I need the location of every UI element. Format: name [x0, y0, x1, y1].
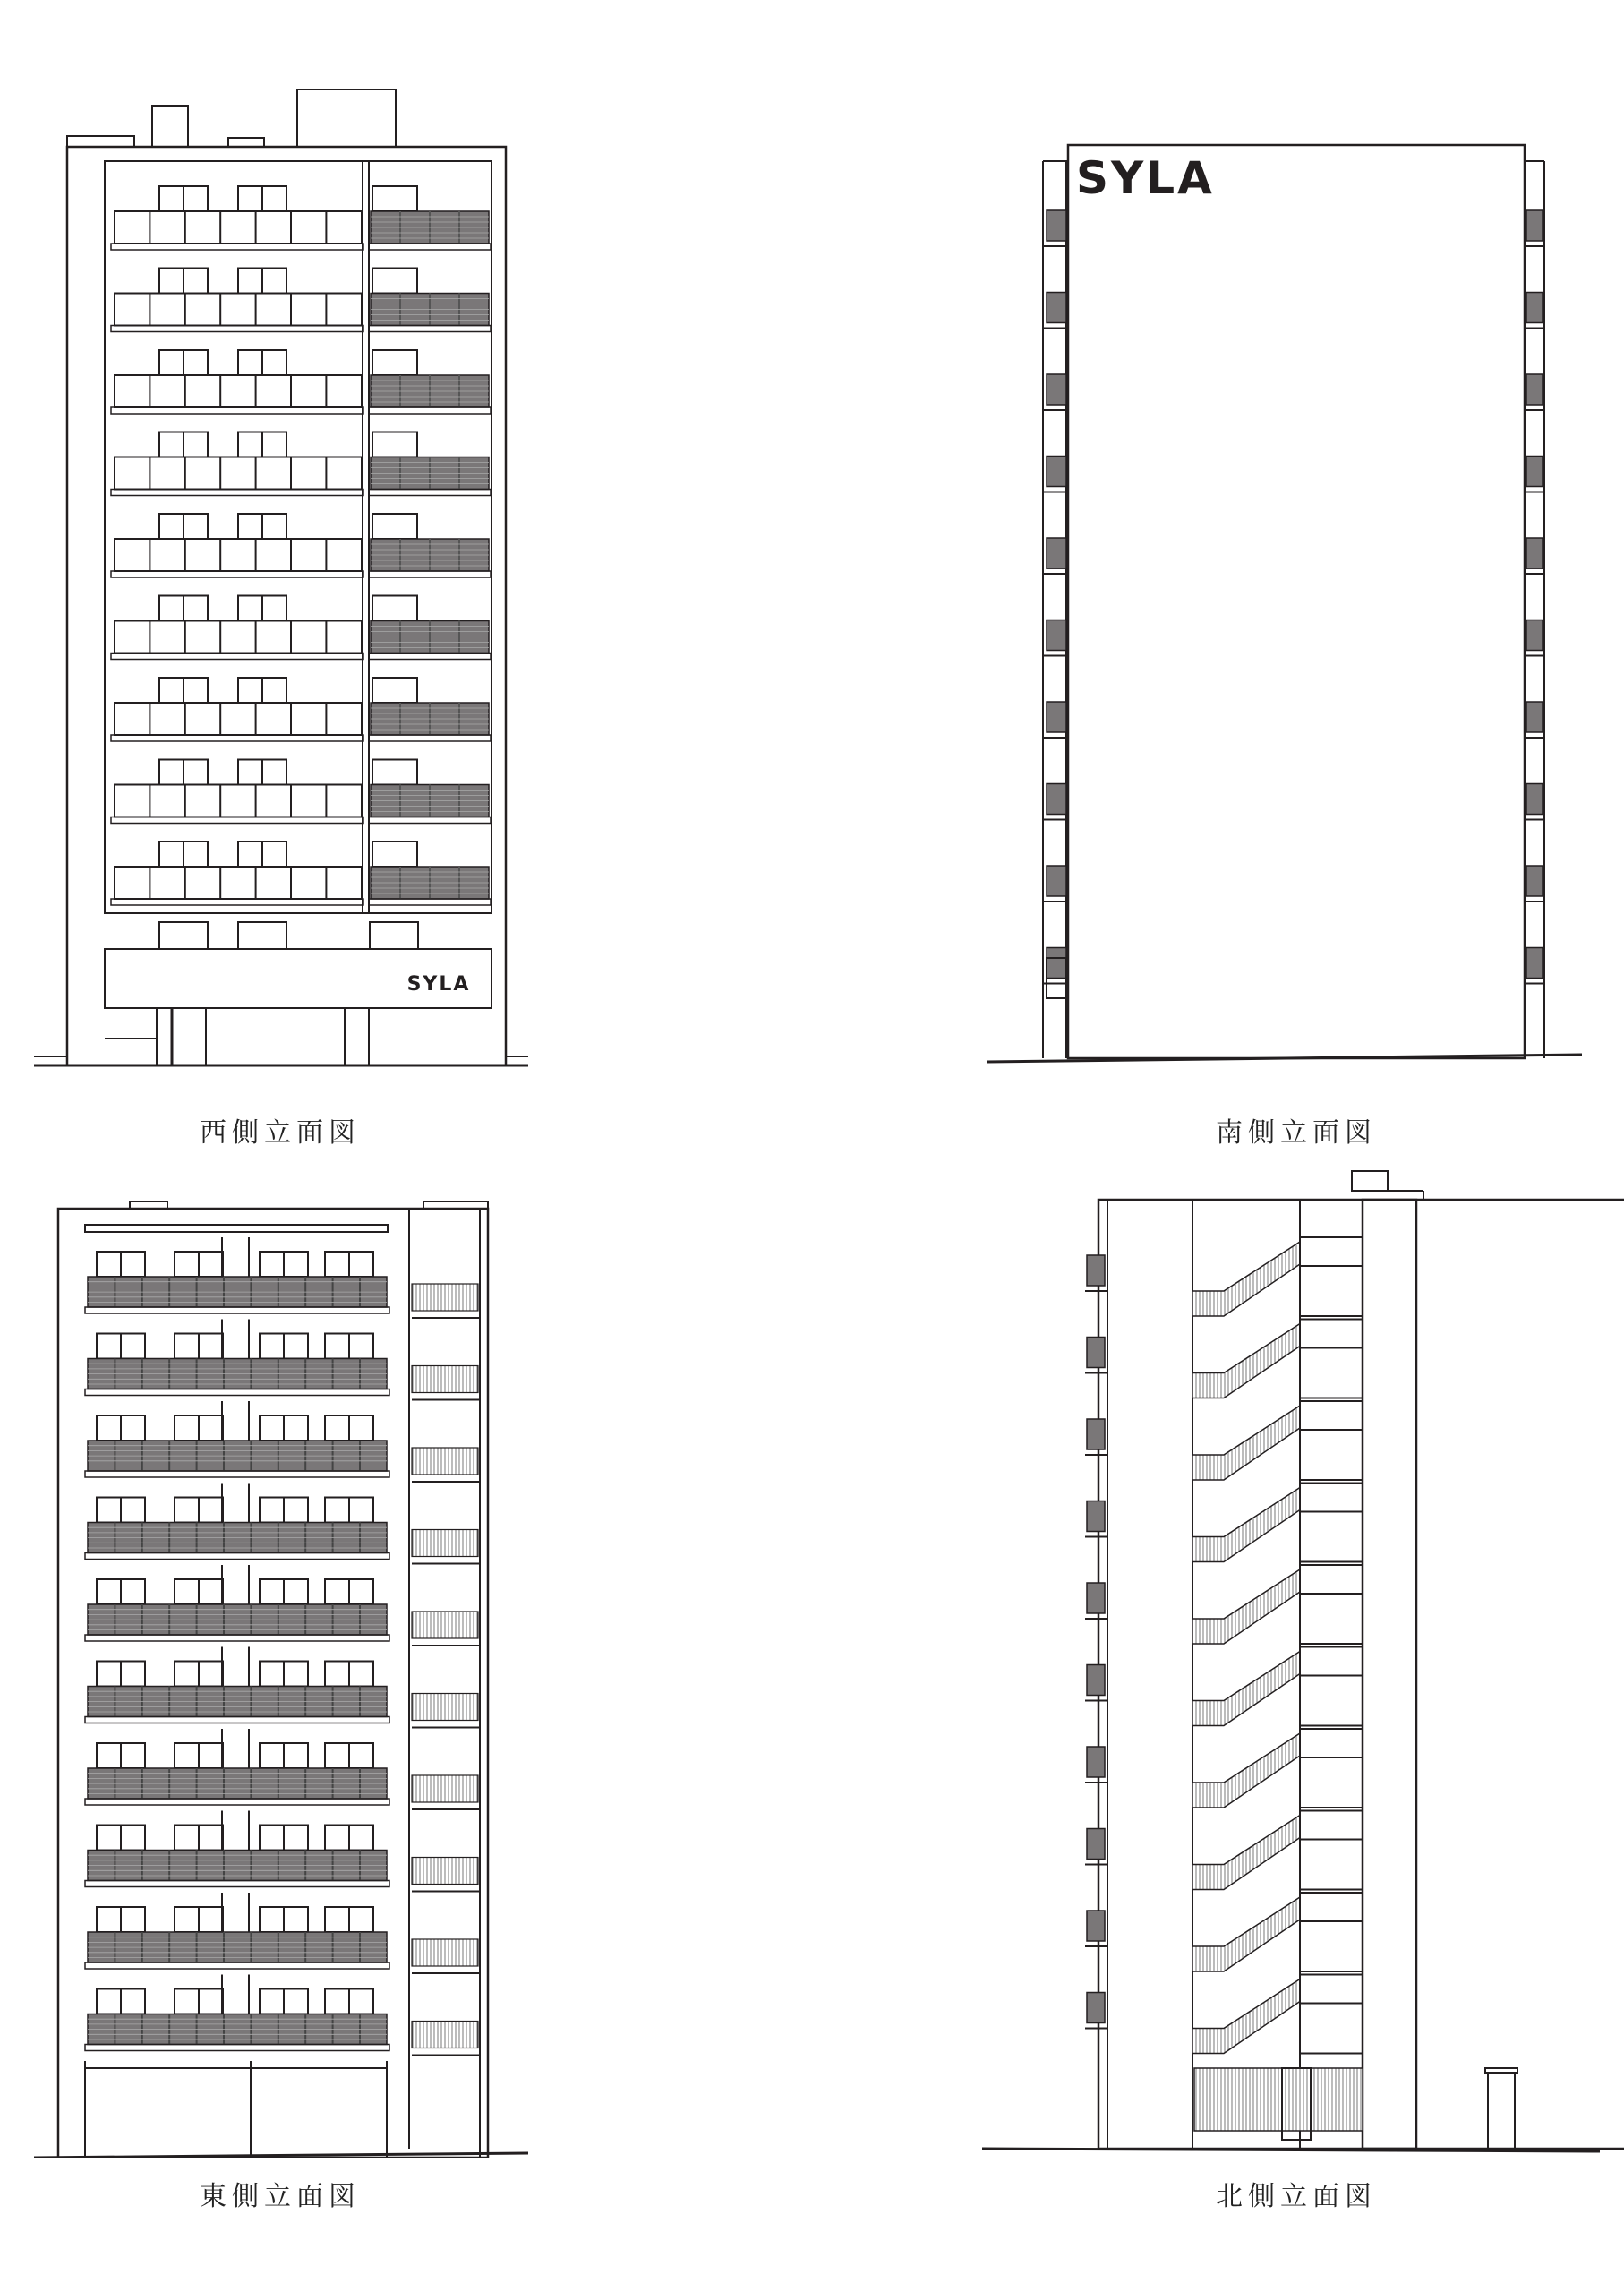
slab-edge	[85, 1471, 389, 1477]
stair-rail	[412, 1612, 478, 1638]
slab-edge	[111, 899, 363, 905]
slab-edge	[85, 1881, 389, 1887]
balcony-glass	[115, 703, 362, 735]
stair-rail	[412, 1366, 478, 1393]
window	[372, 432, 417, 457]
west-elevation-drawing	[0, 0, 812, 1101]
balcony-glass	[115, 211, 362, 244]
slab-edge	[85, 1635, 389, 1641]
slab-edge	[111, 244, 363, 250]
balcony-side-panel	[1526, 620, 1543, 651]
stair-rail	[412, 1284, 478, 1311]
balcony-side-panel	[1087, 1501, 1105, 1532]
balcony-side-panel	[1047, 538, 1066, 569]
slab-edge	[369, 326, 491, 332]
balcony-side-panel	[1047, 948, 1066, 979]
balcony-side-panel	[1087, 1747, 1105, 1777]
slab-edge	[111, 817, 363, 824]
stair-flight	[1192, 1569, 1300, 1644]
stair-flight	[1192, 1733, 1300, 1808]
balcony-glass	[115, 375, 362, 407]
window	[159, 922, 208, 949]
slab-edge	[111, 326, 363, 332]
slab-edge	[369, 407, 491, 414]
stair-flight	[1192, 1488, 1300, 1562]
landing-window	[1300, 1237, 1363, 1266]
landing-window	[1300, 1647, 1363, 1676]
stair-flight	[1192, 1242, 1300, 1316]
window	[372, 596, 417, 621]
balcony-side-panel	[1526, 866, 1543, 896]
balcony-side-panel	[1047, 620, 1066, 651]
stair-flight	[1192, 1979, 1300, 2054]
east-elevation-caption: 東側立面図	[200, 2181, 361, 2212]
door-canopy	[1485, 2068, 1517, 2073]
balcony-side-panel	[1526, 210, 1543, 241]
window	[372, 514, 417, 539]
stair-flight	[1192, 1324, 1300, 1398]
stair-rail	[412, 2022, 478, 2048]
balcony-side-panel	[1087, 1665, 1105, 1696]
slab-edge	[111, 407, 363, 414]
window	[372, 269, 417, 294]
stair-flight	[1192, 1406, 1300, 1480]
balcony-glass	[115, 294, 362, 326]
slab-edge	[85, 1553, 389, 1560]
balcony-side-panel	[1526, 784, 1543, 815]
roof-stair-house	[152, 106, 188, 147]
balcony-side-panel	[1087, 1829, 1105, 1860]
stair-flight	[1192, 1816, 1300, 1890]
window	[370, 922, 418, 949]
landing-window	[1300, 1484, 1363, 1512]
stair-rail-base	[1194, 2068, 1363, 2131]
balcony-side-panel	[1087, 1583, 1105, 1613]
slab-edge	[85, 1962, 389, 1969]
window	[372, 842, 417, 867]
service-door	[1488, 2073, 1515, 2149]
slab-edge	[369, 735, 491, 741]
west-sign-text: SYLA	[406, 973, 471, 996]
slab-edge	[369, 490, 491, 496]
window	[372, 760, 417, 785]
balcony-side-panel	[1047, 866, 1066, 896]
window	[372, 186, 417, 211]
balcony-side-panel	[1087, 1338, 1105, 1368]
building-outline	[1068, 145, 1525, 1058]
stair-rail	[412, 1694, 478, 1721]
slab-edge	[369, 899, 491, 905]
slab-edge	[369, 654, 491, 660]
slab-edge	[111, 654, 363, 660]
slab-edge	[85, 1799, 389, 1805]
roof-vent	[228, 138, 264, 147]
balcony-side-panel	[1047, 784, 1066, 815]
roof-stair-house	[1352, 1171, 1388, 1191]
stair-rail	[412, 1939, 478, 1966]
balcony-side-panel	[1047, 210, 1066, 241]
stair-flight	[1192, 1652, 1300, 1726]
stair-rail	[412, 1530, 478, 1557]
balcony-glass	[115, 867, 362, 899]
stair-flight	[1192, 1897, 1300, 1971]
balcony-side-panel	[1526, 374, 1543, 405]
balcony-side-panel	[1526, 702, 1543, 732]
slab-edge	[85, 1389, 389, 1396]
slab-edge	[85, 2045, 389, 2051]
entrance-door	[157, 1008, 206, 1065]
slab-edge	[111, 571, 363, 577]
balcony-side-panel	[1526, 948, 1543, 979]
balcony-side-panel	[1526, 457, 1543, 487]
roof-parapet	[67, 136, 134, 147]
south-elevation-caption: 南側立面図	[1216, 1117, 1377, 1149]
balcony-side-panel	[1047, 374, 1066, 405]
balcony-side-panel	[1526, 293, 1543, 323]
slab-edge	[369, 571, 491, 577]
south-elevation-drawing	[812, 0, 1624, 1101]
landing-window	[1300, 1893, 1363, 1921]
balcony-side-panel	[1047, 457, 1066, 487]
balcony-glass	[115, 621, 362, 654]
landing-window	[1300, 1320, 1363, 1348]
landing-window	[1300, 1729, 1363, 1757]
balcony-side-panel	[1087, 1911, 1105, 1941]
balcony-side-panel	[1047, 702, 1066, 732]
slab-edge	[369, 817, 491, 824]
balcony-side-panel	[1087, 1255, 1105, 1286]
south-sign-text: SYLA	[1076, 152, 1215, 204]
north-elevation-drawing	[812, 1164, 1624, 2158]
balcony-side-panel	[1047, 293, 1066, 323]
slab-edge	[111, 490, 363, 496]
balcony-side-panel	[1526, 538, 1543, 569]
balcony-glass	[115, 539, 362, 571]
slab-edge	[369, 244, 491, 250]
window	[372, 678, 417, 703]
balcony-side-panel	[1087, 1993, 1105, 2023]
north-elevation-caption: 北側立面図	[1216, 2181, 1377, 2212]
slab-edge	[111, 735, 363, 741]
west-elevation-caption: 西側立面図	[200, 1117, 361, 1149]
slab-edge	[85, 1717, 389, 1723]
slab-edge	[85, 1307, 389, 1313]
stair-rail	[412, 1448, 478, 1475]
window	[238, 922, 286, 949]
stair-rail	[412, 1858, 478, 1885]
landing-window	[1300, 1401, 1363, 1430]
east-elevation-drawing	[0, 1164, 812, 2158]
landing-window	[1300, 1811, 1363, 1840]
building-outline-right	[1363, 1200, 1624, 2149]
roof-slab	[85, 1225, 388, 1232]
stair-rail	[412, 1775, 478, 1802]
roof-machine-room	[297, 90, 396, 147]
balcony-side-panel	[1087, 1419, 1105, 1449]
balcony-glass	[115, 785, 362, 817]
window	[372, 350, 417, 375]
landing-window	[1300, 1565, 1363, 1594]
landing-window	[1300, 1975, 1363, 2004]
balcony-glass	[115, 457, 362, 490]
